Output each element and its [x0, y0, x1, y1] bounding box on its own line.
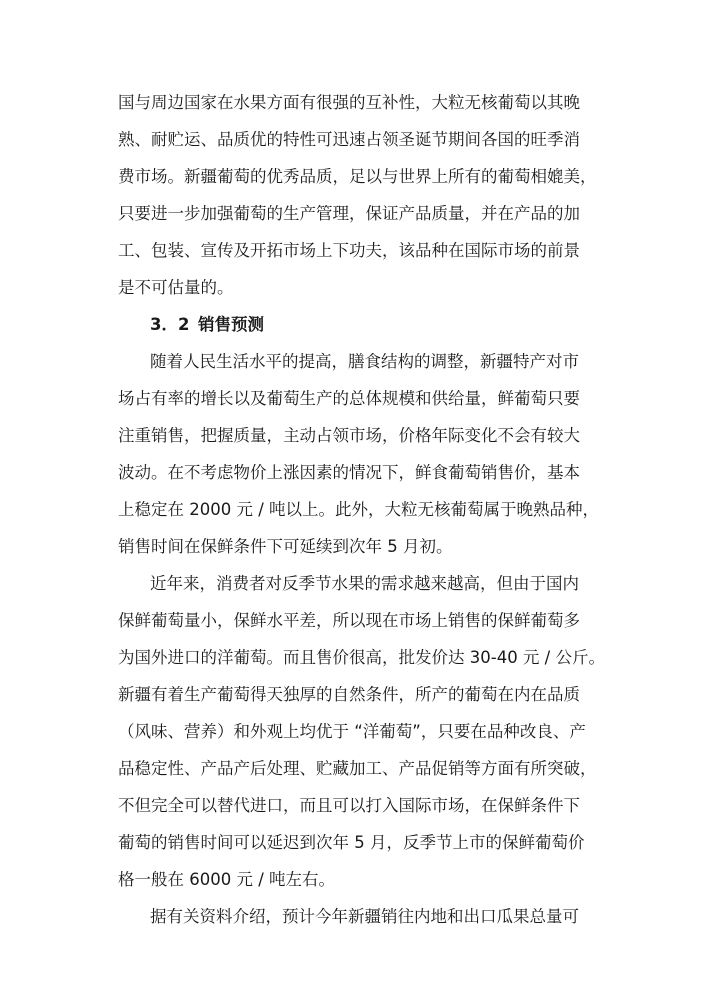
paragraph-3-line-7: 不但完全可以替代进口，而且可以打入国际市场，在保鲜条件下	[118, 796, 580, 815]
paragraph-3-line-6: 品稳定性、产品产后处理、贮藏加工、产品促销等方面有所突破，	[118, 759, 597, 778]
paragraph-2-line-5: 上稳定在 2000 元 / 吨以上。此外，大粒无核葡萄属于晚熟品种，	[118, 500, 600, 519]
paragraph-3-line-5: （风味、营养）和外观上均优于 “洋葡萄”，只要在品种改良、产	[118, 722, 586, 741]
paragraph-1-line-3: 费市场。新疆葡萄的优秀品质，足以与世界上所有的葡萄相媲美，	[118, 167, 597, 186]
paragraph-3-line-9: 格一般在 6000 元 / 吨左右。	[118, 870, 336, 889]
paragraph-3-line-2: 保鲜葡萄量小，保鲜水平差，所以现在市场上销售的保鲜葡萄多	[118, 611, 580, 630]
paragraph-1-line-2: 熟、耐贮运、品质优的特性可迅速占领圣诞节期间各国的旺季消	[118, 130, 580, 149]
paragraph-1-line-4: 只要进一步加强葡萄的生产管理，保证产品质量，并在产品的加	[118, 204, 580, 223]
paragraph-2-line-6: 销售时间在保鲜条件下可延续到次年 5 月初。	[118, 537, 453, 556]
paragraph-1-line-6: 是不可估量的。	[118, 278, 234, 297]
paragraph-3-line-8: 葡萄的销售时间可以延迟到次年 5 月，反季节上市的保鲜葡萄价	[118, 833, 585, 852]
paragraph-1-line-5: 工、包装、宣传及开拓市场上下功夫，该品种在国际市场的前景	[118, 241, 580, 260]
paragraph-1-line-1: 国与周边国家在水果方面有很强的互补性，大粒无核葡萄以其晚	[118, 93, 580, 112]
paragraph-2-line-3: 注重销售，把握质量，主动占领市场，价格年际变化不会有较大	[118, 426, 580, 445]
paragraph-2-line-2: 场占有率的增长以及葡萄生产的总体规模和供给量，鲜葡萄只要	[118, 389, 580, 408]
section-title: 销售预测	[198, 315, 264, 334]
paragraph-2-line-1: 随着人民生活水平的提高，膳食结构的调整，新疆特产对市	[150, 352, 579, 371]
paragraph-2-line-4: 波动。在不考虑物价上涨因素的情况下，鲜食葡萄销售价，基本	[118, 463, 580, 482]
paragraph-3-line-3: 为国外进口的洋葡萄。而且售价很高，批发价达 30-40 元 / 公斤。	[118, 648, 605, 667]
paragraph-3-line-1: 近年来，消费者对反季节水果的需求越来越高，但由于国内	[150, 574, 579, 593]
paragraph-3-line-4: 新疆有着生产葡萄得天独厚的自然条件，所产的葡萄在内在品质	[118, 685, 580, 704]
paragraph-4-line-1: 据有关资料介绍，预计今年新疆销往内地和出口瓜果总量可	[150, 907, 579, 926]
section-number: 3．2	[150, 315, 190, 334]
